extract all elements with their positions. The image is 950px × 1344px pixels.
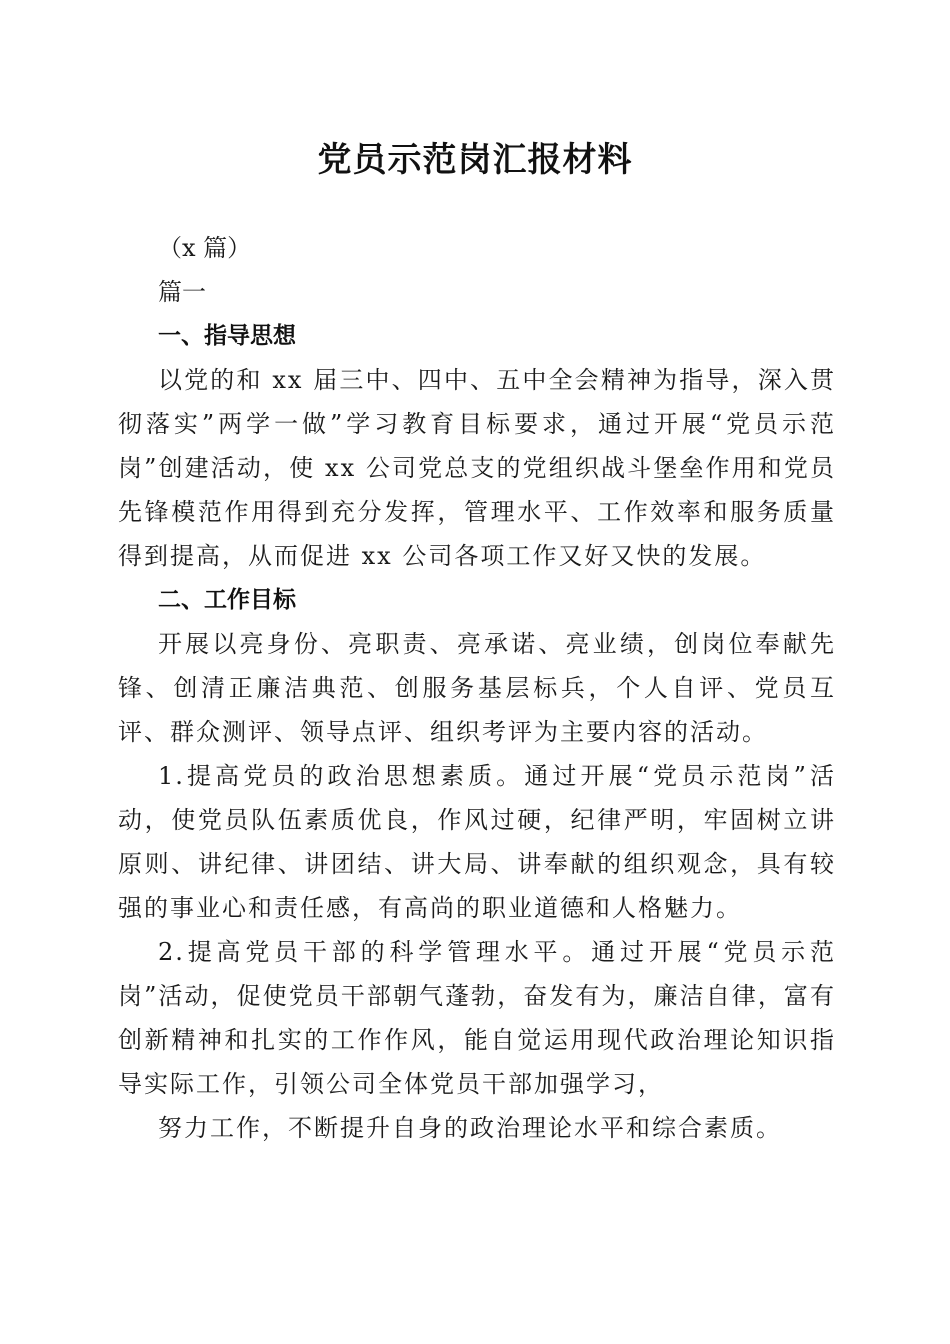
paragraph-guiding-ideology: 以党的和 xx 届三中、四中、五中全会精神为指导，深入贯彻落实”两学一做”学习教育目标要求，通过开展“党员示范岗”创建活动，使 xx 公司党总支的党组织战斗堡垒作用和党员先锋模范作用得到充分发挥，管理水平、工作效率和服务质量得到提高，从而促进 xx 公司各项工作又好又快的发展。 bbox=[118, 366, 836, 570]
section-heading-work-goals: 二、工作目标 bbox=[158, 587, 296, 613]
paragraph-work-goals-intro: 开展以亮身份、亮职责、亮承诺、亮业绩，创岗位奉献先锋、创清正廉洁典范、创服务基层标兵，个人自评、党员互评、群众测评、领导点评、组织考评为主要内容的活动。 bbox=[118, 630, 836, 746]
paragraph-goal-item-2: 2.提高党员干部的科学管理水平。通过开展“党员示范岗”活动，促使党员干部朝气蓬勃，奋发有为，廉洁自律，富有创新精神和扎实的工作作风，能自觉运用现代政治理论知识指导实际工作，引领公司全体党员干部加强学习， bbox=[118, 938, 836, 1098]
section-heading-guiding-ideology: 一、指导思想 bbox=[158, 323, 296, 349]
paragraph-goal-item-1: 1.提高党员的政治思想素质。通过开展“党员示范岗”活动，使党员队伍素质优良，作风过硬，纪律严明，牢固树立讲原则、讲纪律、讲团结、讲大局、讲奉献的组织观念，具有较强的事业心和责任感，有高尚的职业道德和人格魅力。 bbox=[118, 762, 836, 922]
paragraph-goal-item-2-continuation: 努力工作，不断提升自身的政治理论水平和综合素质。 bbox=[158, 1114, 782, 1142]
document-subtitle: （x 篇） bbox=[158, 234, 252, 262]
document-title: 党员示范岗汇报材料 bbox=[317, 140, 633, 180]
part-label: 篇一 bbox=[158, 278, 206, 306]
document-body bbox=[118, 226, 836, 1150]
